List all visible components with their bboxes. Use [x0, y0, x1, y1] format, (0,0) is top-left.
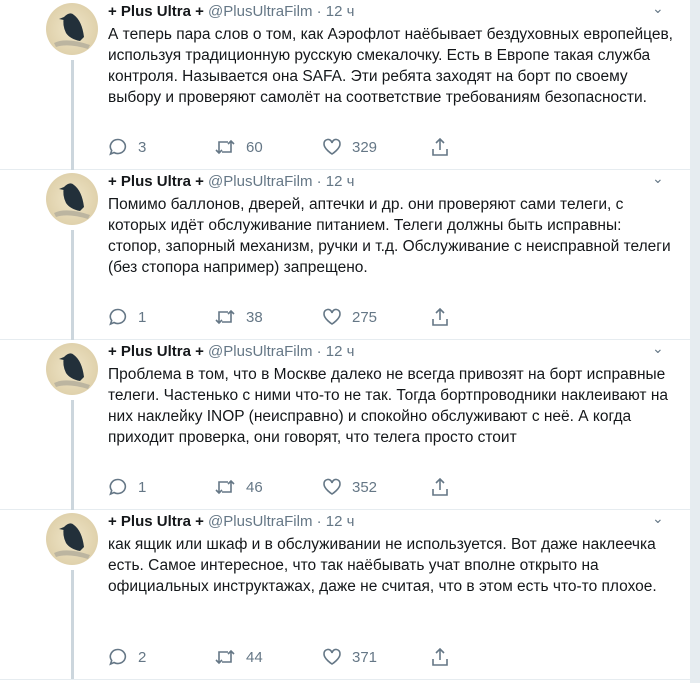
raven-icon [46, 513, 98, 565]
reply-icon [108, 647, 128, 667]
raven-icon [46, 3, 98, 55]
retweet-icon [214, 647, 236, 667]
tweet[interactable] [0, 170, 690, 340]
retweet-icon [214, 137, 236, 157]
share-button[interactable] [430, 477, 450, 497]
tweet[interactable] [0, 0, 690, 170]
author-handle[interactable]: @PlusUltraFilm [208, 513, 313, 530]
share-icon [430, 477, 450, 497]
tweet-text: А теперь пара слов о том, как Аэрофлот наёбывает бездуховных европейцев, используя традиционную русскую смекалочку. Есть в Европе такая служба контроля. Называется она SAFA. Эти ребята заходят на борт по своему выбору и проверяют самолёт на соответствие требованиям безопасности. [108, 26, 673, 106]
thread-line [71, 400, 74, 510]
tweet-text: Помимо баллонов, дверей, аптечки и др. они проверяют сами телеги, с которых идёт обслуживание питанием. Телеги должны быть исправны: стопор, запорный механизм, ручки и т.д. Обслуживание с неисправной телеги (без стопора например) запрещено. [108, 196, 671, 276]
like-count: 329 [352, 138, 378, 156]
retweet-count: 44 [246, 648, 263, 666]
retweet-count: 46 [246, 478, 263, 496]
reply-button[interactable] [108, 137, 214, 157]
heart-icon [322, 647, 342, 667]
retweet-icon [214, 477, 236, 497]
author-name[interactable]: + Plus Ultra + [108, 173, 204, 190]
avatar[interactable] [46, 513, 98, 565]
chevron-down-icon[interactable]: ⌄ [652, 340, 664, 356]
thread-line [71, 60, 74, 170]
avatar[interactable] [46, 173, 98, 225]
avatar[interactable] [46, 343, 98, 395]
raven-icon [46, 343, 98, 395]
share-icon [430, 647, 450, 667]
author-handle[interactable]: @PlusUltraFilm [208, 343, 313, 360]
chevron-down-icon[interactable]: ⌄ [652, 510, 664, 526]
reply-icon [108, 477, 128, 497]
timestamp[interactable]: · 12 ч [316, 343, 355, 360]
tweet-text: Проблема в том, что в Москве далеко не всегда привозят на борт исправные телеги. Частенько с ними что-то не так. Тогда бортпроводники наклеивают на них наклейку INOP (неисправно) и спокойно обслуживают с неё. А когда приходит проверка, они говорят, что телега просто стоит [108, 366, 669, 446]
share-icon [430, 137, 450, 157]
retweet-count: 60 [246, 138, 263, 156]
like-button[interactable] [322, 647, 430, 667]
timestamp[interactable]: · 12 ч [316, 513, 355, 530]
tweet[interactable] [0, 340, 690, 510]
chevron-down-icon[interactable]: ⌄ [652, 0, 664, 16]
reply-icon [108, 307, 128, 327]
like-button[interactable] [322, 477, 430, 497]
heart-icon [322, 307, 342, 327]
reply-button[interactable] [108, 647, 214, 667]
retweet-button[interactable] [214, 477, 322, 497]
heart-icon [322, 137, 342, 157]
retweet-button[interactable] [214, 137, 322, 157]
tweet[interactable] [0, 510, 690, 680]
share-button[interactable] [430, 137, 450, 157]
like-button[interactable] [322, 137, 430, 157]
reply-icon [108, 137, 128, 157]
reply-button[interactable] [108, 477, 214, 497]
reply-count: 2 [138, 648, 147, 666]
reply-count: 1 [138, 308, 147, 326]
heart-icon [322, 477, 342, 497]
thread-line [71, 230, 74, 340]
timestamp[interactable]: · 12 ч [316, 3, 355, 20]
author-name[interactable]: + Plus Ultra + [108, 513, 204, 530]
retweet-button[interactable] [214, 647, 322, 667]
author-handle[interactable]: @PlusUltraFilm [208, 3, 313, 20]
tweet-text: как ящик или шкаф и в обслуживании не используется. Вот даже наклеечка есть. Самое интересное, что так наёбывать учат вполне открыто на официальных инструктажах, даже не считая, что в этом есть что-то плохое. [108, 536, 657, 595]
reply-button[interactable] [108, 307, 214, 327]
timestamp[interactable]: · 12 ч [316, 173, 355, 190]
share-button[interactable] [430, 307, 450, 327]
like-button[interactable] [322, 307, 430, 327]
thread-line [71, 570, 74, 679]
retweet-count: 38 [246, 308, 263, 326]
retweet-button[interactable] [214, 307, 322, 327]
reply-count: 1 [138, 478, 147, 496]
author-name[interactable]: + Plus Ultra + [108, 3, 204, 20]
retweet-icon [214, 307, 236, 327]
share-icon [430, 307, 450, 327]
author-name[interactable]: + Plus Ultra + [108, 343, 204, 360]
chevron-down-icon[interactable]: ⌄ [652, 170, 664, 186]
raven-icon [46, 173, 98, 225]
author-handle[interactable]: @PlusUltraFilm [208, 173, 313, 190]
like-count: 352 [352, 478, 378, 496]
like-count: 275 [352, 308, 378, 326]
share-button[interactable] [430, 647, 450, 667]
reply-count: 3 [138, 138, 147, 156]
like-count: 371 [352, 648, 378, 666]
avatar[interactable] [46, 3, 98, 55]
